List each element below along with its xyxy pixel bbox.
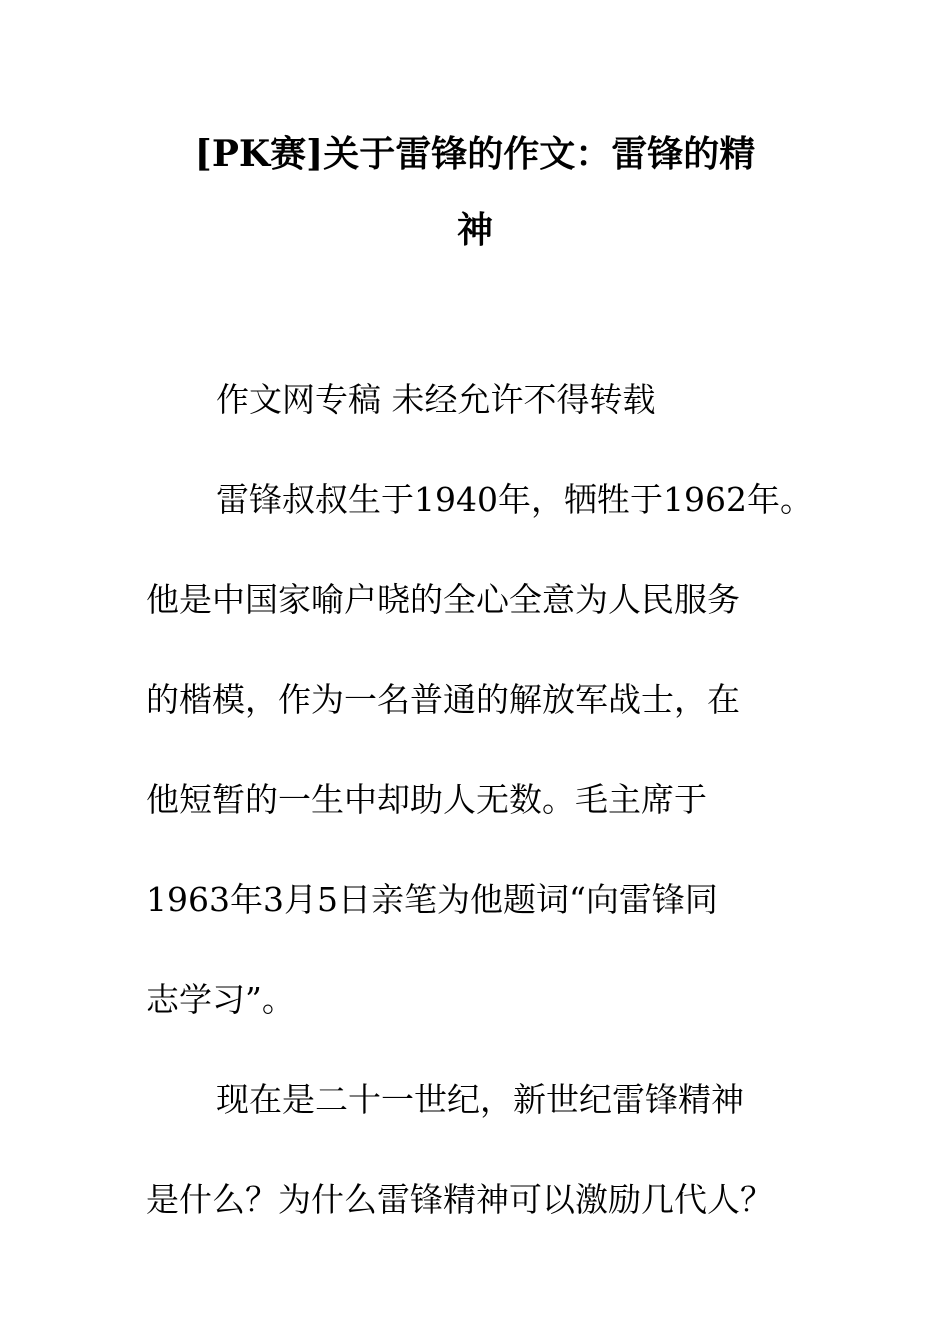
paragraph-1-line-6: 志学习”。 <box>146 980 295 1019</box>
paragraph-2-line-1: 现在是二十一世纪，新世纪雷锋精神 <box>216 1080 744 1119</box>
document-title-line-1: [PK赛]关于雷锋的作文：雷锋的精 <box>194 133 756 175</box>
paragraph-1-line-3: 的楷模，作为一名普通的解放军战士，在 <box>146 680 740 719</box>
byline-text: 作文网专稿 未经允许不得转载 <box>216 380 656 419</box>
paragraph-1-line-5: 1963年3月5日亲笔为他题词“向雷锋同 <box>146 880 718 919</box>
paragraph-1-line-2: 他是中国家喻户晓的全心全意为人民服务 <box>146 580 740 619</box>
paragraph-1-line-1: 雷锋叔叔生于1940年，牺牲于1962年。 <box>216 480 813 519</box>
document-title-line-2: 神 <box>456 209 493 251</box>
paragraph-1-line-4: 他短暂的一生中却助人无数。毛主席于 <box>146 780 707 819</box>
paragraph-2-line-2: 是什么？为什么雷锋精神可以激励几代人？ <box>146 1180 773 1219</box>
